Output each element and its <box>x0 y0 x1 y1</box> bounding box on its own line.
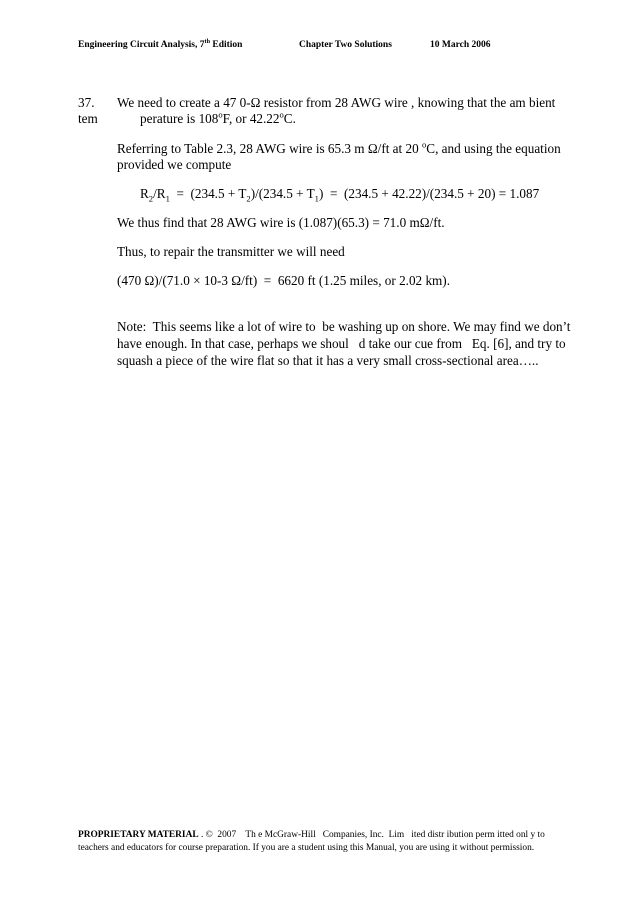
copyright-text: . © 2007 Th e McGraw-Hill Companies, Inc. Lim ited distr ibution perm itted onl y to <box>200 830 545 840</box>
page-footer <box>78 829 545 855</box>
header-date: 10 March 2006 <box>430 40 491 50</box>
degree-superscript: o <box>421 139 427 150</box>
edition-superscript: th <box>204 38 210 45</box>
equation-subscript: 2 <box>246 193 251 204</box>
resistance-ratio-equation <box>140 185 539 202</box>
footer-line2: teachers and educators for course preparation. If you are a student using this Manual, you are using it without permission. <box>78 843 535 853</box>
book-title-prefix: Engineering Circuit Analysis, 7 <box>78 40 205 50</box>
temperature-text-end: C. <box>283 111 296 126</box>
chapter-title: Chapter Two Solutions <box>299 40 392 50</box>
equation-part: R <box>140 186 149 201</box>
problem-number: 37. <box>78 95 95 110</box>
equation-part: /R <box>153 186 166 201</box>
paragraph-table-reference-line1 <box>117 140 561 157</box>
equation-part: )/(234.5 + T <box>250 186 315 201</box>
paragraph-wire-length: (470 Ω)/(71.0 × 10-3 Ω/ft) = 6620 ft (1.25 miles, or 2.02 km). <box>117 273 450 288</box>
equation-subscript: 2 <box>148 193 154 204</box>
note-line3: squash a piece of the wire flat so that it has a very small cross-sectional area….. <box>117 353 539 368</box>
book-title <box>78 40 242 50</box>
table-reference-text-end: C, and using the equation <box>426 141 561 156</box>
note-line2: have enough. In that case, perhaps we shoul d take our cue from Eq. [6], and try to <box>117 336 566 351</box>
table-reference-text: Referring to Table 2.3, 28 AWG wire is 65.3 m Ω/ft at 20 <box>117 141 422 156</box>
footer-line1 <box>78 829 545 842</box>
degree-superscript: o <box>279 109 284 120</box>
degree-superscript: o <box>218 109 223 120</box>
note-line1: Note: This seems like a lot of wire to be washing up on shore. We may find we don’t <box>117 319 571 334</box>
paragraph-resistance-result: We thus find that 28 AWG wire is (1.087)(65.3) = 71.0 mΩ/ft. <box>117 215 445 230</box>
page-header <box>78 40 578 54</box>
temperature-text: perature is 108 <box>140 111 219 126</box>
problem-statement-line2 <box>140 110 296 127</box>
equation-part: = (234.5 + T <box>169 186 247 201</box>
proprietary-label: PROPRIETARY MATERIAL <box>78 830 199 840</box>
problem-statement-line1: We need to create a 47 0-Ω resistor from 28 AWG wire , knowing that the am bient <box>117 95 556 110</box>
temperature-text-mid: F, or 42.22 <box>222 111 280 126</box>
paragraph-repair-intro: Thus, to repair the transmitter we will need <box>117 244 345 259</box>
paragraph-table-reference-line2: provided we compute <box>117 157 232 172</box>
equation-subscript: 1 <box>165 193 170 204</box>
equation-part: ) = (234.5 + 42.22)/(234.5 + 20) = 1.087 <box>318 186 540 201</box>
problem-statement-line2-start: tem <box>78 111 98 126</box>
equation-subscript: 1 <box>314 193 319 204</box>
book-title-suffix: Edition <box>210 40 243 50</box>
